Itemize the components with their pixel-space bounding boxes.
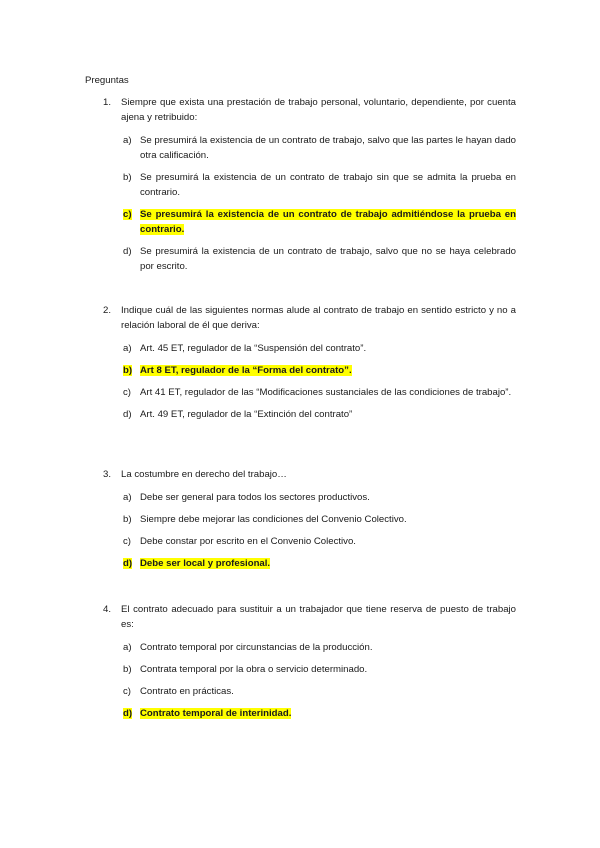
question-3 [103, 467, 516, 571]
question-number: 3. [103, 469, 112, 480]
option-d: d) Se presumirá la existencia de un contrato de trabajo, salvo que no se haya celebrado por escrito. [123, 246, 516, 272]
option-c: c) Debe constar por escrito en el Convenio Colectivo. [123, 536, 356, 547]
question-number: 1. [103, 97, 112, 108]
question-1 [103, 95, 516, 274]
option-a: a) Se presumirá la existencia de un contrato de trabajo, salvo que las partes le hayan dado otra calificación. [123, 135, 516, 161]
option-c: c) Contrato en prácticas. [123, 686, 234, 697]
question-number: 2. [103, 305, 112, 316]
option-d-correct: d) Contrato temporal de interinidad. [123, 708, 292, 719]
option-b-correct: b) Art 8 ET, regulador de la “Forma del contrato”. [123, 365, 352, 376]
question-text: Indique cuál de las siguientes normas alude al contrato de trabajo en sentido estricto y no a relación laboral de él que deriva: [121, 305, 516, 331]
option-c: c) Art 41 ET, regulador de las “Modificaciones sustanciales de las condiciones de trabajo”. [123, 387, 512, 398]
option-a: a) Debe ser general para todos los sectores productivos. [123, 492, 370, 503]
option-d: d) Art. 49 ET, regulador de la “Extinción del contrato” [123, 409, 353, 420]
question-text: La costumbre en derecho del trabajo… [121, 469, 287, 480]
option-d-correct: d) Debe ser local y profesional. [123, 558, 271, 569]
question-text: Siempre que exista una prestación de trabajo personal, voluntario, dependiente, por cuenta ajena y retribuido: [121, 97, 516, 123]
question-2 [103, 303, 516, 422]
option-c-correct: c) Se presumirá la existencia de un contrato de trabajo admitiéndose la prueba en contrario. [123, 209, 516, 235]
option-a: a) Contrato temporal por circunstancias de la producción. [123, 642, 373, 653]
page-title: Preguntas [85, 75, 129, 86]
option-a: a) Art. 45 ET, regulador de la “Suspensión del contrato”. [123, 343, 367, 354]
option-b: b) Contrata temporal por la obra o servicio determinado. [123, 664, 368, 675]
option-b: b) Se presumirá la existencia de un contrato de trabajo sin que se admita la prueba en contrario. [123, 172, 516, 198]
question-text: El contrato adecuado para sustituir a un trabajador que tiene reserva de puesto de trabajo es: [121, 604, 516, 630]
question-number: 4. [103, 604, 112, 615]
option-b: b) Siempre debe mejorar las condiciones del Convenio Colectivo. [123, 514, 407, 525]
question-4 [103, 602, 516, 721]
